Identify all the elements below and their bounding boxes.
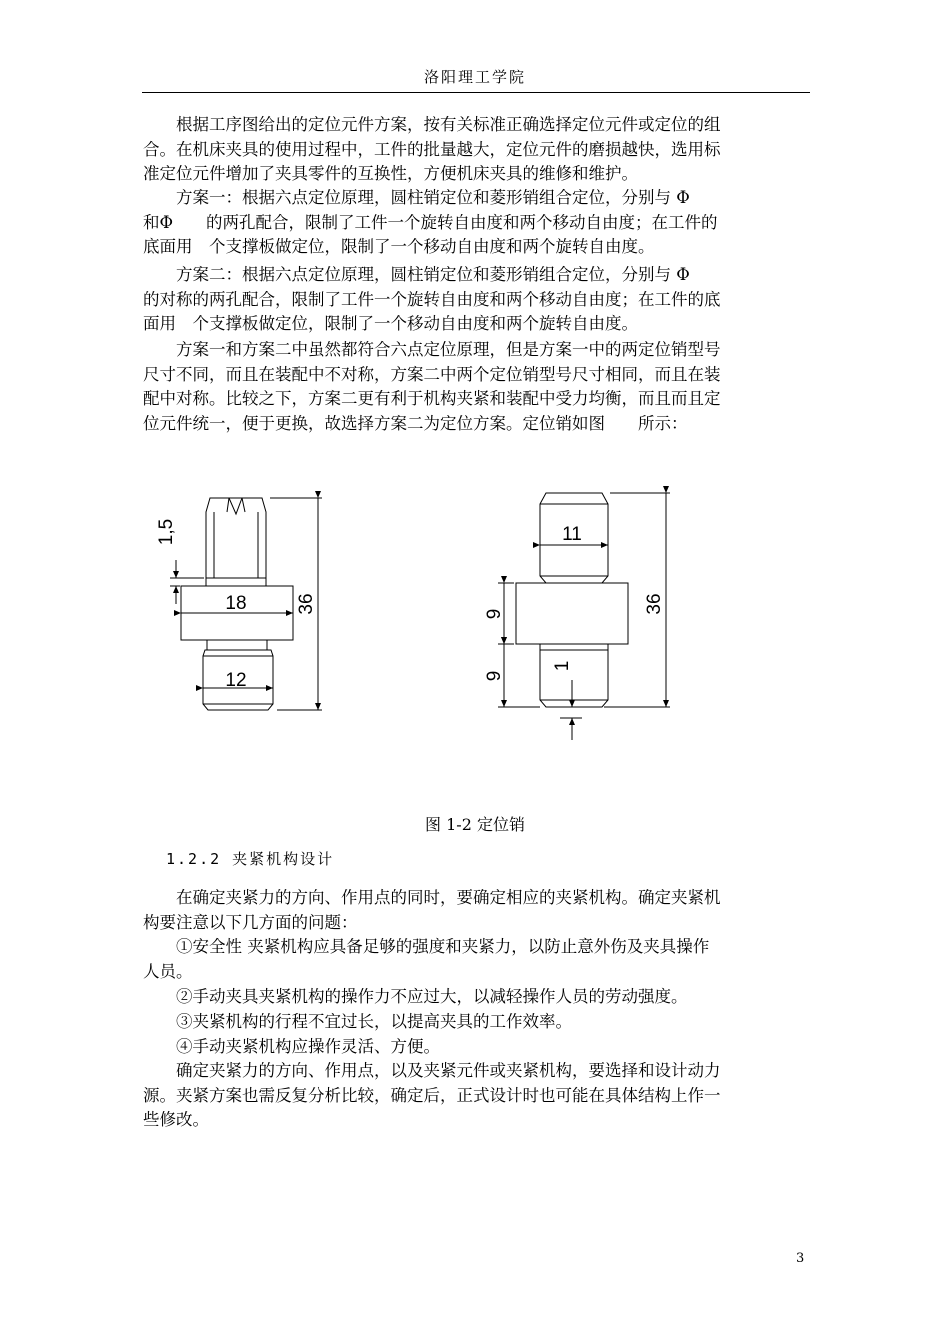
text-line: 构要注意以下几方面的问题： xyxy=(143,912,358,932)
text-line: 位元件统一，便于更换，故选择方案二为定位方案。定位销如图 所示： xyxy=(143,413,688,433)
text-line: 尺寸不同，而且在装配中不对称，方案二中两个定位销型号尺寸相同，而且在装 xyxy=(143,364,721,384)
page-header-title: 洛阳理工学院 xyxy=(423,68,526,86)
dim-right-height: 36 xyxy=(644,593,665,615)
text-line: 配中对称。比较之下，方案二更有利于机构夹紧和装配中受力均衡，而且而且定 xyxy=(143,389,721,408)
figure-caption: 图 1-2 定位销 xyxy=(425,815,525,834)
text-line: 在确定夹紧力的方向、作用点的同时，要确定相应的夹紧机构。确定夹紧机 xyxy=(143,888,721,907)
dim-left-top: 1,5 xyxy=(156,518,177,546)
section-paragraph-3 xyxy=(143,985,809,1010)
text-line: 源。夹紧方案也需反复分析比较，确定后，正式设计时也可能在具体结构上作一 xyxy=(143,1085,721,1105)
text-line: 面用 个支撑板做定位，限制了一个移动自由度和两个旋转自由度。 xyxy=(143,314,638,333)
text-line: 确定夹紧力的方向、作用点，以及夹紧元件或夹紧机构，要选择和设计动力 xyxy=(143,1061,721,1080)
text-line: 方案二：根据六点定位原理，圆柱销定位和菱形销组合定位，分别与 Φ xyxy=(143,265,690,284)
dim-right-base: 9 xyxy=(484,670,505,682)
dim-right-gap: 1 xyxy=(552,660,573,672)
text-line: 合。在机床夹具的使用过程中，工件的批量越大，定位元件的磨损越快，选用标 xyxy=(143,139,721,159)
text-line: 根据工序图给出的定位元件方案，按有关标准正确选择定位元件或定位的组 xyxy=(143,115,721,134)
section-paragraph-2 xyxy=(143,935,809,984)
text-line: 和Φ 的两孔配合，限制了工件一个旋转自由度和两个移动自由度；在工件的 xyxy=(143,212,718,232)
text-line: 准定位元件增加了夹具零件的互换性，方便机床夹具的维修和维护。 xyxy=(143,164,638,183)
text-line: ④手动夹紧机构应操作灵活、方便。 xyxy=(143,1037,440,1056)
text-line: 底面用 个支撑板做定位，限制了一个移动自由度和两个旋转自由度。 xyxy=(143,237,655,256)
page-number: 3 xyxy=(796,1251,805,1266)
dim-left-height: 36 xyxy=(296,593,317,615)
text-line: 些修改。 xyxy=(143,1110,209,1129)
dim-right-collar: 9 xyxy=(484,608,505,620)
text-line: ②手动夹具夹紧机构的操作力不应过大，以减轻操作人员的劳动强度。 xyxy=(143,987,688,1006)
text-line: 人员。 xyxy=(143,961,193,981)
text-line: ③夹紧机构的行程不宜过长，以提高夹具的工作效率。 xyxy=(143,1012,572,1031)
section-paragraph-1 xyxy=(143,886,809,935)
text-line: 的对称的两孔配合，限制了工件一个旋转自由度和两个移动自由度；在工件的底 xyxy=(143,289,721,309)
section-paragraph-6 xyxy=(143,1059,809,1133)
dim-right-top: 11 xyxy=(562,524,582,545)
section-heading: 1.2.2 夹紧机构设计 xyxy=(166,850,335,868)
text-line: 方案一：根据六点定位原理，圆柱销定位和菱形销组合定位，分别与 Φ xyxy=(143,188,690,207)
right-pin xyxy=(498,493,670,740)
dim-left-collar: 18 xyxy=(225,593,247,614)
section-paragraph-4 xyxy=(143,1010,809,1035)
dim-left-base: 12 xyxy=(225,670,247,691)
text-line: 方案一和方案二中虽然都符合六点定位原理，但是方案一中的两定位销型号 xyxy=(143,340,721,359)
text-line: ①安全性 夹紧机构应具备足够的强度和夹紧力，以防止意外伤及夹具操作 xyxy=(143,937,710,956)
section-paragraph-5 xyxy=(143,1035,809,1060)
